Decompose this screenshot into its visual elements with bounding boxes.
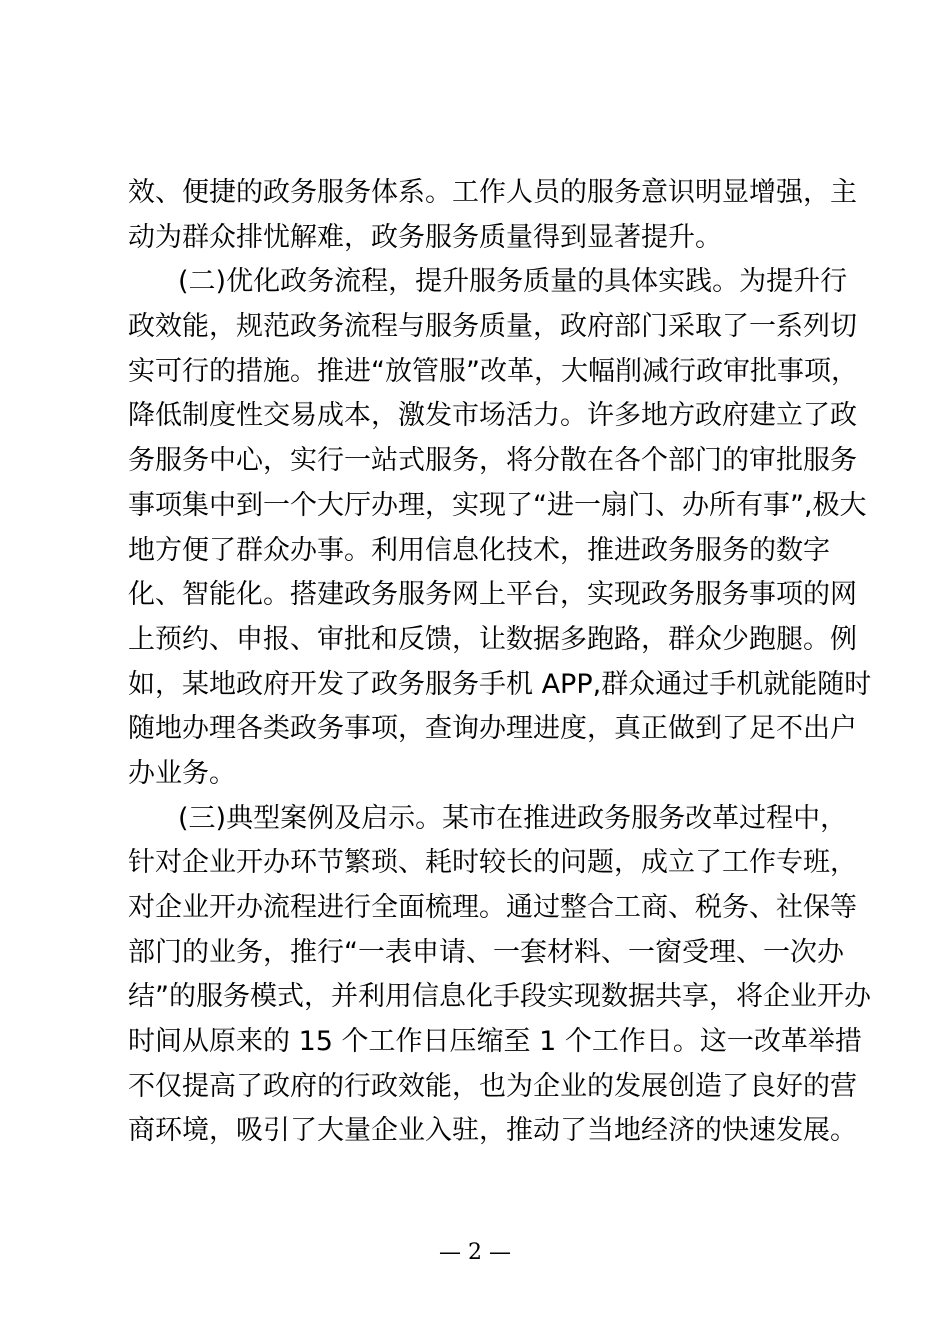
text-line: 降低制度性交易成本，激发市场活力。许多地方政府建立了政 [128, 400, 857, 432]
text-line: (三)典型案例及启示。某市在推进政务服务改革过程中， [178, 802, 848, 834]
text-line: 效、便捷的政务服务体系。工作人员的服务意识明显增强，主 [128, 177, 857, 208]
text-line: (二)优化政务流程，提升服务质量的具体实践。为提升行 [178, 266, 848, 298]
text-line: 如，某地政府开发了政务服务手机 APP,群众通过手机就能随时 [128, 668, 872, 700]
text-line: 动为群众排忧解难，政务服务质量得到显著提升。 [128, 221, 722, 253]
text-line: 不仅提高了政府的行政效能，也为企业的发展创造了良好的营 [128, 1070, 857, 1102]
text-line: 随地办理各类政务事项，查询办理进度，真正做到了足不出户 [128, 713, 857, 745]
text-line: 商环境，吸引了大量企业入驻，推动了当地经济的快速发展。 [128, 1115, 857, 1147]
text-line: 实可行的措施。推进“放管服”改革，大幅削减行政审批事项， [128, 355, 858, 387]
text-line: 部门的业务，推行“一表申请、一套材料、一窗受理、一次办 [128, 936, 844, 968]
body-text [128, 171, 872, 1154]
text-line: 政效能，规范政务流程与服务质量，政府部门采取了一系列切 [128, 311, 857, 343]
text-line: 上预约、申报、审批和反馈，让数据多跑路，群众少跑腿。例 [128, 623, 857, 655]
text-line: 务服务中心，实行一站式服务，将分散在各个部门的审批服务 [128, 445, 857, 477]
page-number: — 2 — [439, 1240, 511, 1265]
text-line: 针对企业开办环节繁琐、耗时较长的问题，成立了工作专班， [128, 847, 857, 879]
text-line: 对企业开办流程进行全面梳理。通过整合工商、税务、社保等 [128, 892, 857, 923]
text-line: 事项集中到一个大厅办理，实现了“进一扇门、办所有事”,极大 [128, 489, 867, 521]
text-line: 办业务。 [128, 757, 236, 789]
text-line: 结”的服务模式，并利用信息化手段实现数据共享，将企业开办 [128, 981, 871, 1013]
text-line: 化、智能化。搭建政务服务网上平台，实现政务服务事项的网 [128, 579, 857, 611]
text-line: 时间从原来的 15 个工作日压缩至 1 个工作日。这一改革举措 [128, 1026, 862, 1058]
text-line: 地方便了群众办事。利用信息化技术，推进政务服务的数字 [128, 534, 830, 566]
